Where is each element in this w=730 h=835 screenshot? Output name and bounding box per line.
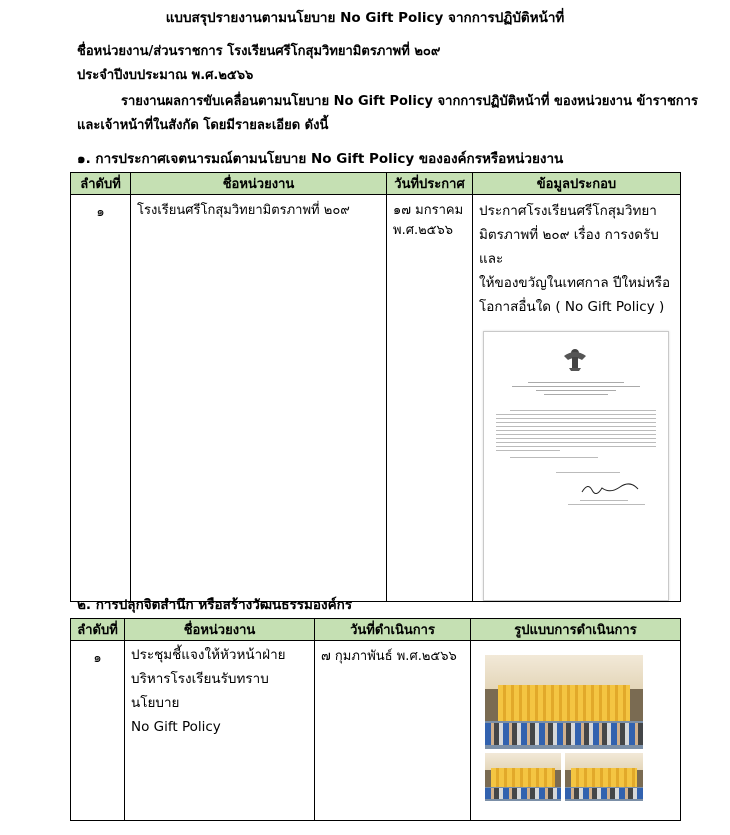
agency-line: ชื่อหน่วยงาน/ส่วนราชการ โรงเรียนศรีโกสุมวิทยามิตรภาพที่ ๒๐๙ (77, 44, 441, 59)
col-header-agency: ชื่อหน่วยงาน (131, 173, 387, 195)
row-number: ๑ (71, 195, 131, 602)
section2-heading: ๒. การปลุกจิตสำนึก หรือสร้างวัฒนธรรมองค์กร (77, 597, 353, 613)
intro-line-2: และเจ้าหน้าที่ในสังกัด โดยมีรายละเอียด ดังนี้ (77, 118, 329, 133)
row-number: ๑ (71, 641, 125, 821)
activity-table-header (71, 619, 681, 641)
intro-line-1: รายงานผลการขับเคลื่อนตามนโยบาย No Gift Policy จากการปฏิบัติหน้าที่ ของหน่วยงาน ข้าราชการ (121, 94, 698, 109)
col-header-date: วันที่ดำเนินการ (315, 619, 471, 641)
meeting-photo (565, 753, 643, 801)
row-photos (471, 641, 681, 821)
fiscal-year-line: ประจำปีงบประมาณ พ.ศ.๒๕๖๖ (77, 68, 254, 83)
activity-line-1: ประชุมชี้แจงให้หัวหน้าฝ่าย (131, 647, 286, 663)
announcement-table-header (71, 173, 681, 195)
info-text (473, 195, 680, 319)
row-info (473, 195, 681, 602)
col-header-agency: ชื่อหน่วยงาน (125, 619, 315, 641)
date-line-1: ๑๗ มกราคม (393, 203, 464, 218)
info-line-3: ให้ของขวัญในเทศกาล ปีใหม่หรือ (479, 275, 671, 291)
doc-text-block-4 (496, 500, 656, 505)
info-line-1: ประกาศโรงเรียนศรีโกสุมวิทยา (479, 203, 657, 219)
row-date: ๗ กุมภาพันธ์ พ.ศ.๒๕๖๖ (315, 641, 471, 821)
report-title: แบบสรุปรายงานตามนโยบาย No Gift Policy จากการปฏิบัติหน้าที่ (165, 10, 565, 26)
date-line-2: พ.ศ.๒๕๖๖ (393, 223, 453, 238)
col-header-date: วันที่ประกาศ (387, 173, 473, 195)
signature-image (580, 482, 640, 496)
doc-text-block-3 (496, 472, 656, 473)
activity-table (70, 618, 681, 821)
meeting-photo (485, 655, 643, 749)
info-line-4: โอกาสอื่นใด ( No Gift Policy ) (479, 299, 665, 315)
row-agency: โรงเรียนศรีโกสุมวิทยามิตรภาพที่ ๒๐๙ (131, 195, 387, 602)
announcement-table (70, 172, 681, 602)
meeting-photo-collage (485, 655, 643, 811)
row-date (387, 195, 473, 602)
info-line-2: มิตรภาพที่ ๒๐๙ เรื่อง การงดรับและ (479, 227, 659, 267)
activity-line-3: No Gift Policy (131, 719, 221, 735)
intro-paragraph (77, 90, 698, 138)
col-header-no: ลำดับที่ (71, 173, 131, 195)
col-header-method: รูปแบบการดำเนินการ (471, 619, 681, 641)
col-header-no: ลำดับที่ (71, 619, 125, 641)
row-activity (125, 641, 315, 821)
meeting-photo (485, 753, 561, 801)
doc-text-block-2 (496, 410, 656, 458)
table-row (71, 195, 681, 602)
activity-line-2: บริหารโรงเรียนรับทราบนโยบาย (131, 671, 269, 711)
announcement-document-image (483, 331, 669, 601)
garuda-emblem-icon (562, 346, 588, 372)
table-row (71, 641, 681, 821)
doc-text-block-1 (496, 382, 656, 395)
col-header-info: ข้อมูลประกอบ (473, 173, 681, 195)
section1-heading: ๑. การประกาศเจตนารมณ์ตามนโยบาย No Gift Policy ขององค์กรหรือหน่วยงาน (77, 151, 564, 167)
